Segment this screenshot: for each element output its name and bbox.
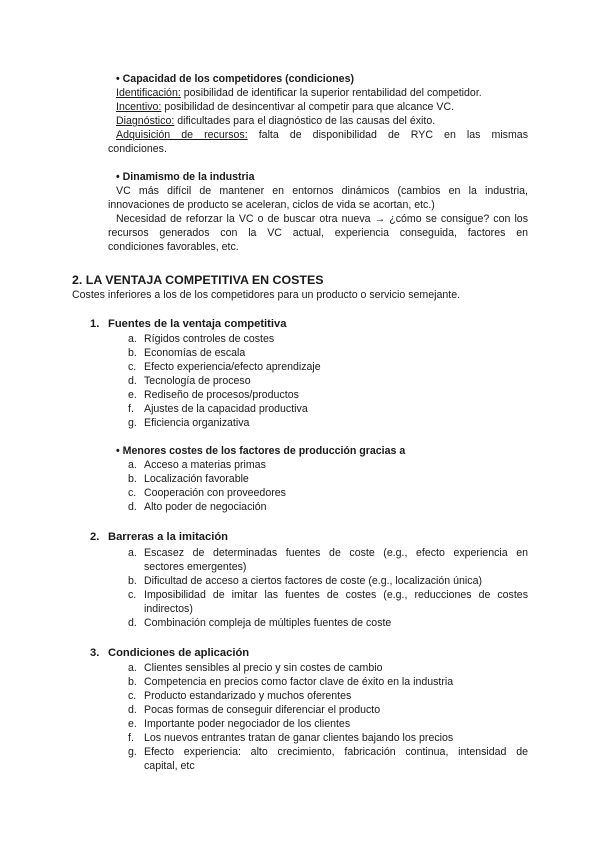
list-text: Los nuevos entrantes tratan de ganar clientes bajando los precios xyxy=(144,732,454,744)
list-marker: b. xyxy=(128,347,137,359)
list-marker: e. xyxy=(128,389,137,401)
subsection-heading xyxy=(90,530,228,545)
list-text: Economías de escala xyxy=(144,347,246,359)
capacidad-item xyxy=(116,86,528,100)
list-item xyxy=(128,675,528,689)
list-marker: e. xyxy=(128,718,137,730)
list-marker: c. xyxy=(128,361,137,373)
list-marker: d. xyxy=(128,501,137,513)
list-marker: g. xyxy=(128,746,137,758)
list-item xyxy=(128,500,528,514)
list-text: capital, etc xyxy=(144,760,195,772)
list-marker: a. xyxy=(128,547,137,559)
list-text: Producto estandarizado y muchos oferentes xyxy=(144,690,352,702)
list-marker: g. xyxy=(128,417,137,429)
list-item xyxy=(128,402,528,416)
dinamismo-text: Necesidad de reforzar la VC o de buscar otra nueva → ¿cómo se consigue? con los xyxy=(116,213,528,225)
list-text: Combinación compleja de múltiples fuentes de coste xyxy=(144,617,392,629)
list-text: Localización favorable xyxy=(144,473,249,485)
list-item xyxy=(128,703,528,717)
list-item xyxy=(128,486,528,500)
subsection-title: Barreras a la imitación xyxy=(108,531,229,543)
list-marker: f. xyxy=(128,403,134,415)
capacidad-text: posibilidad de identificar la superior rentabilidad del competidor. xyxy=(180,87,482,99)
list-text: Efecto experiencia: alto crecimiento, fabricación continua, intensidad de xyxy=(144,746,528,758)
subsection-number: 2. xyxy=(90,531,100,543)
list-text: Imposibilidad de imitar las fuentes de costes (e.g., reducciones de costes xyxy=(144,589,528,601)
list-text: Tecnología de proceso xyxy=(144,375,251,387)
list-marker: d. xyxy=(128,617,137,629)
list-text: Efecto experiencia/efecto aprendizaje xyxy=(144,361,321,373)
capacidad-item xyxy=(116,100,528,114)
capacidad-text: falta de disponibilidad de RYC en las mismas xyxy=(247,129,528,141)
list-text: Dificultad de acceso a ciertos factores de coste (e.g., localización única) xyxy=(144,575,482,587)
dinamismo-text: recursos generados con la VC actual, experiencia conseguida, factores en xyxy=(108,227,528,239)
list-item xyxy=(128,616,528,630)
list-item xyxy=(128,416,528,430)
list-item xyxy=(128,745,528,773)
list-text: Importante poder negociador de los clientes xyxy=(144,718,351,730)
list-item xyxy=(128,588,528,616)
capacidad-item xyxy=(116,114,528,128)
list-item xyxy=(128,458,528,472)
subsection-title: Condiciones de aplicación xyxy=(108,647,250,659)
capacidad-continuation: condiciones. xyxy=(108,143,167,155)
capacidad-term: Incentivo: xyxy=(116,101,162,113)
list-item xyxy=(128,689,528,703)
subsection-number: 1. xyxy=(90,318,100,330)
capacidad-term: Diagnóstico: xyxy=(116,115,175,127)
list-marker: d. xyxy=(128,704,137,716)
list-text: Ajustes de la capacidad productiva xyxy=(144,403,308,415)
list-item xyxy=(128,546,528,574)
capacidad-text: posibilidad de desincentivar al competir para que alcance VC. xyxy=(161,101,455,113)
dinamismo-heading: • Dinamismo de la industria xyxy=(116,171,255,183)
list-item xyxy=(128,374,528,388)
list-text: sectores emergentes) xyxy=(144,561,247,573)
list-text: Cooperación con proveedores xyxy=(144,487,286,499)
dinamismo-text: VC más difícil de mantener en entornos dinámicos (cambios en la industria, xyxy=(116,185,528,197)
list-text: Rígidos controles de costes xyxy=(144,333,275,345)
subsection-heading xyxy=(90,646,249,661)
list-marker: b. xyxy=(128,575,137,587)
list-text: Clientes sensibles al precio y sin costes de cambio xyxy=(144,662,383,674)
list-text: Rediseño de procesos/productos xyxy=(144,389,299,401)
list-item xyxy=(128,346,528,360)
capacidad-term: Identificación: xyxy=(116,87,181,99)
list-text: indirectos) xyxy=(144,603,193,615)
capacidad-term: Adquisición de recursos: xyxy=(116,129,248,141)
list-text: Pocas formas de conseguir diferenciar el producto xyxy=(144,704,381,716)
list-item xyxy=(128,472,528,486)
capacidad-item xyxy=(116,128,528,142)
subsection-heading xyxy=(90,317,286,332)
list-item xyxy=(128,731,528,745)
section-title: 2. LA VENTAJA COMPETITIVA EN COSTES xyxy=(72,273,324,287)
capacidad-text: dificultades para el diagnóstico de las causas del éxito. xyxy=(174,115,436,127)
list-marker: a. xyxy=(128,333,137,345)
list-text: Competencia en precios como factor clave de éxito en la industria xyxy=(144,676,454,688)
list-item xyxy=(128,717,528,731)
list-item xyxy=(128,661,528,675)
list-item xyxy=(128,360,528,374)
list-marker: c. xyxy=(128,589,137,601)
list-marker: c. xyxy=(128,487,137,499)
list-marker: c. xyxy=(128,690,137,702)
list-item xyxy=(128,388,528,402)
list-marker: f. xyxy=(128,732,134,744)
dinamismo-text: condiciones favorables, etc. xyxy=(108,241,239,253)
menores-heading: • Menores costes de los factores de producción gracias a xyxy=(116,445,406,457)
list-marker: a. xyxy=(128,662,137,674)
subsection-title: Fuentes de la ventaja competitiva xyxy=(108,318,287,330)
list-text: Eficiencia organizativa xyxy=(144,417,250,429)
list-item xyxy=(128,574,528,588)
section-intro: Costes inferiores a los de los competidores para un producto o servicio semejante. xyxy=(72,289,461,301)
dinamismo-text: innovaciones de producto se aceleran, ciclos de vida se acortan, etc.) xyxy=(108,199,435,211)
list-text: Acceso a materias primas xyxy=(144,459,266,471)
subsection-number: 3. xyxy=(90,647,100,659)
list-marker: b. xyxy=(128,676,137,688)
capacidad-heading: • Capacidad de los competidores (condiciones) xyxy=(116,73,354,85)
list-marker: d. xyxy=(128,375,137,387)
list-marker: b. xyxy=(128,473,137,485)
list-item xyxy=(128,332,528,346)
list-text: Alto poder de negociación xyxy=(144,501,267,513)
list-marker: a. xyxy=(128,459,137,471)
list-text: Escasez de determinadas fuentes de coste (e.g., efecto experiencia en xyxy=(144,547,528,559)
